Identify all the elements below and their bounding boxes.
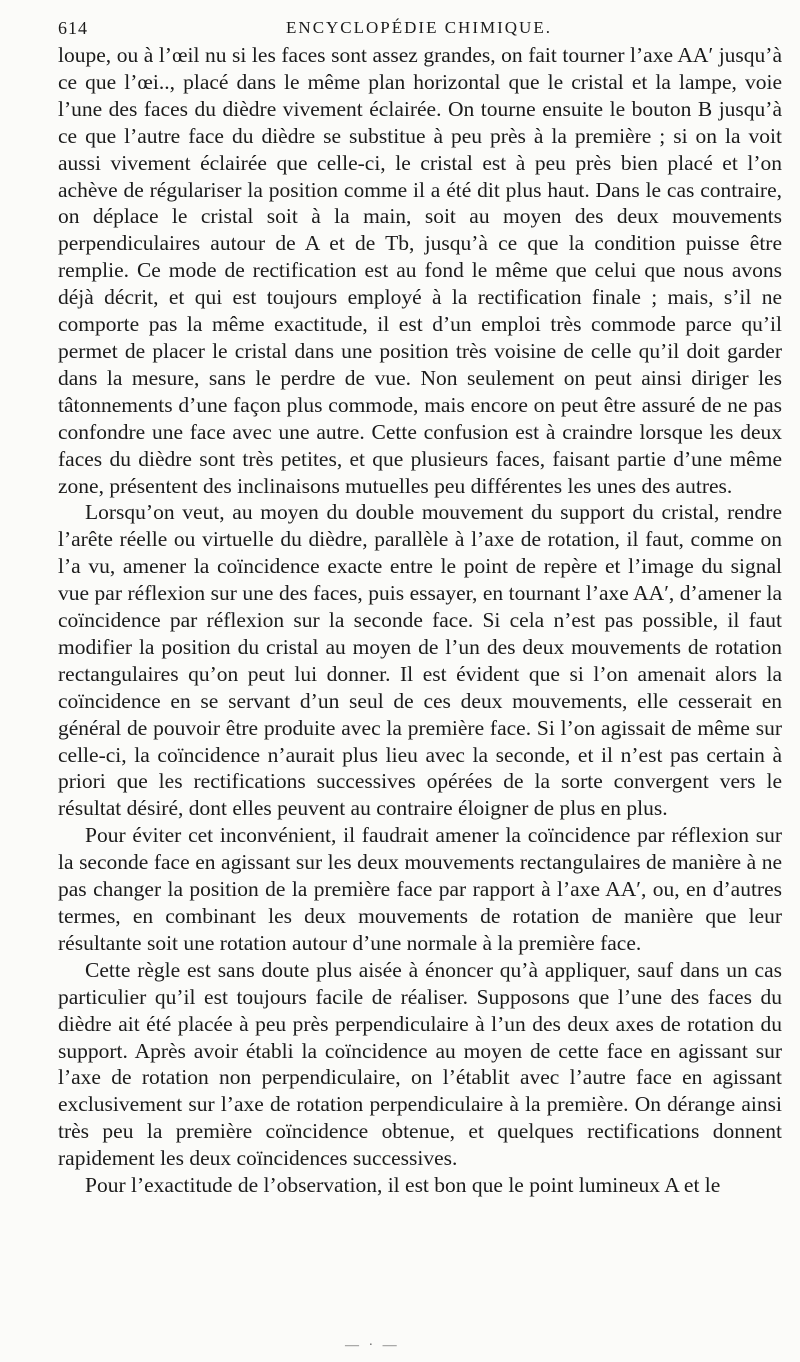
paragraph-4: Cette règle est sans doute plus aisée à énoncer qu’à appliquer, sauf dans un cas particulier qu’il est toujours facile de réaliser. Supposons que l’une des faces du dièdre ait été placée à peu près perpendiculaire à l’un des deux axes de rotation du support. Après avoir établi la coïncidence au moyen de cette face en agissant sur l’axe de rotation non perpendiculaire, on l’établit avec l’autre face en agissant exclusivement sur l’axe de rotation perpendiculaire à la première. On dérange ainsi très peu la première coïncidence obtenue, et quelques rectifications donnent rapidement les deux coïncidences successives. — [58, 957, 782, 1171]
page-body — [58, 42, 782, 1199]
paragraph-5: Pour l’exactitude de l’observation, il est bon que le point lumineux A et le — [85, 1173, 721, 1198]
footer-ornament: — · — — [345, 1338, 400, 1353]
paragraph-1: loupe, ou à l’œil nu si les faces sont assez grandes, on fait tourner l’axe AA′ jusqu’à ce que l’œi.., placé dans le même plan horizontal que le cristal et la lampe, voie l’une des faces du dièdre vivement éclairée. On tourne ensuite le bouton B jusqu’à ce que l’autre face du dièdre se substitue à peu près à la première ; si on la voit aussi vivement éclairée que celle-ci, le cristal est à peu près bien placé et l’on achève de régulariser la position comme il a été dit plus haut. Dans le cas contraire, on déplace le cristal soit à la main, soit au moyen des deux mouvements perpendiculaires autour de A et de Tb, jusqu’à ce que la condition puisse être remplie. Ce mode de rectification est au fond le même que celui que nous avons déjà décrit, et qui est toujours employé à la rectification finale ; mais, s’il ne comporte pas la même exactitude, il est d’un emploi très commode parce qu’il permet de placer le cristal dans une position très voisine de celle qu’il doit garder dans la mesure, sans le perdre de vue. Non seulement on peut ainsi diriger les tâtonnements d’une façon plus commode, mais encore on peut être assuré de ne pas confondre une face avec une autre. Cette confusion est à craindre lorsque les deux faces du dièdre sont très petites, et que plusieurs faces, faisant partie d’une même zone, présentent des inclinaisons mutuelles peu différentes les unes des autres. — [58, 43, 782, 498]
paragraph-3: Pour éviter cet inconvénient, il faudrait amener la coïncidence par réflexion sur la seconde face en agissant sur les deux mouvements rectangulaires de manière à ne pas changer la position de la première face par rapport à l’axe AA′, ou, en d’autres termes, en combinant les deux mouvements de rotation de manière que leur résultante soit une rotation autour d’une normale à la première face. — [58, 823, 782, 955]
page-number: 614 — [58, 18, 88, 38]
running-title: ENCYCLOPÉDIE CHIMIQUE. — [286, 18, 552, 37]
page-header — [58, 18, 780, 42]
paragraph-2: Lorsqu’on veut, au moyen du double mouvement du support du cristal, rendre l’arête réelle ou virtuelle du dièdre, parallèle à l’axe de rotation, il faut, comme on l’a vu, amener la coïncidence exacte entre le point de repère et l’image du signal vue par réflexion sur une des faces, puis essayer, en tournant l’axe AA′, d’amener la coïncidence par réflexion sur la seconde face. Si cela n’est pas possible, il faut modifier la position du cristal au moyen de l’un des deux mouvements de rotation rectangulaires qu’on peut lui donner. Il est évident que si l’on amenait alors la coïncidence en se servant d’un seul de ces deux mouvements, elle cesserait en général de pouvoir être produite avec la première face. Si l’on agissait de même sur celle-ci, la coïncidence n’aurait plus lieu avec la seconde, et il n’est pas certain à priori que les rectifications successives opérées de la sorte convergent vers le résultat désiré, dont elles peuvent au contraire éloigner de plus en plus. — [58, 500, 782, 821]
